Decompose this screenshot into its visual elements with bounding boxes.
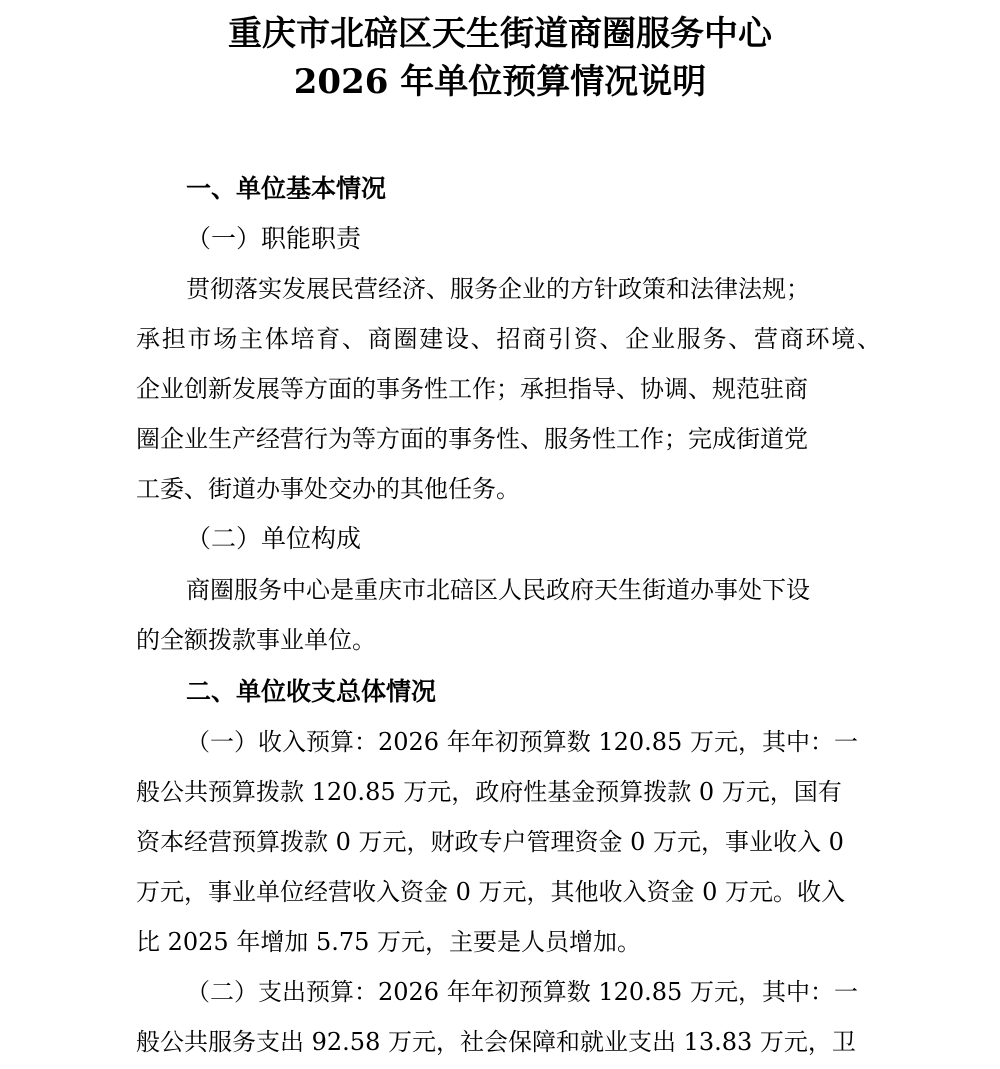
paragraph-line: 贯彻落实发展民营经济、服务企业的方针政策和法律法规； (186, 275, 810, 303)
document-title-line1: 重庆市北碚区天生街道商圈服务中心 (228, 14, 772, 54)
paragraph-line: 企业创新发展等方面的事务性工作；承担指导、协调、规范驻商 (136, 375, 808, 403)
document-title-line2: 2026 年单位预算情况说明 (293, 62, 707, 102)
paragraph-line: 万元，事业单位经营收入资金 0 万元，其他收入资金 0 万元。收入 (136, 878, 846, 906)
paragraph-line: 工委、街道办事处交办的其他任务。 (136, 475, 520, 503)
paragraph-line: （一）收入预算：2026 年年初预算数 120.85 万元，其中：一 (186, 728, 858, 756)
paragraph-line: 商圈服务中心是重庆市北碚区人民政府天生街道办事处下设 (186, 576, 810, 604)
paragraph-line: 般公共预算拨款 120.85 万元，政府性基金预算拨款 0 万元，国有 (136, 778, 842, 806)
paragraph-line: （二）支出预算：2026 年年初预算数 120.85 万元，其中：一 (186, 978, 858, 1006)
section1-sub2-heading: （二）单位构成 (186, 524, 362, 553)
section1-sub1-heading: （一）职能职责 (186, 224, 362, 253)
paragraph-line: 承担市场主体培育、商圈建设、招商引资、企业服务、营商环境、 (136, 325, 881, 353)
paragraph-line: 般公共服务支出 92.58 万元，社会保障和就业支出 13.83 万元，卫 (136, 1028, 856, 1056)
paragraph-line: 圈企业生产经营行为等方面的事务性、服务性工作；完成街道党 (136, 425, 808, 453)
section1-heading: 一、单位基本情况 (186, 174, 387, 203)
paragraph-line: 比 2025 年增加 5.75 万元，主要是人员增加。 (136, 928, 642, 956)
paragraph-line: 的全额拨款事业单位。 (136, 626, 376, 654)
paragraph-line: 资本经营预算拨款 0 万元，财政专户管理资金 0 万元，事业收入 0 (136, 828, 844, 856)
section2-heading: 二、单位收支总体情况 (186, 677, 437, 706)
